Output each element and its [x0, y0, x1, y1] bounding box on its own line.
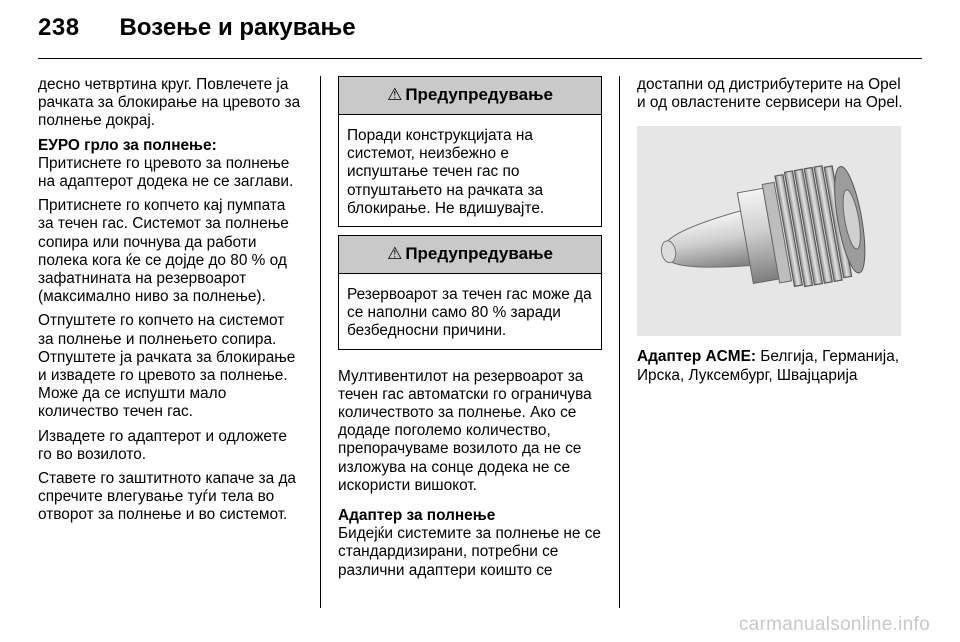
page-header	[38, 14, 356, 42]
paragraph: Притиснете го копчето кај пумпата за течен гас. Системот за полнење сопира или почнува да работи полека кога ќе се дојде до 80 % од зафатнината на резервоарот (максимално ниво за полнење).	[38, 197, 289, 306]
header-rule	[38, 58, 922, 59]
column-divider-1	[320, 76, 321, 608]
chapter-title: Возење и ракување	[119, 14, 356, 41]
paragraph: Бидејќи системите за полнење не се стандардизирани, потребни се различни адаптери коишто се	[338, 525, 601, 579]
figure-caption	[637, 348, 903, 384]
warning-box	[338, 76, 602, 227]
paragraph: десно четвртина круг. Повлечете ја рачката за блокирање на цревото за полнење докрај.	[38, 76, 301, 130]
page-number: 238	[38, 14, 80, 41]
paragraph: Притиснете го цревото за полнење на адаптерот додека не се заглави.	[38, 154, 294, 191]
watermark: carmanualsonline.info	[738, 614, 930, 635]
acme-adapter-icon	[637, 126, 901, 336]
warning-header	[339, 77, 601, 115]
warning-box	[338, 235, 602, 350]
warning-title: Предупредување	[405, 85, 553, 104]
paragraph: Ставете го заштитното капаче за да спречите влегување туѓи тела во отворот за полнење и во системот.	[38, 470, 296, 524]
column-3	[637, 76, 903, 391]
column-1	[38, 76, 304, 531]
warning-triangle-icon: ⚠	[387, 244, 403, 264]
section-heading: Адаптер за полнење	[338, 507, 496, 525]
caption-text: Белгија, Германија, Ирска, Луксембург, Швајцарија	[637, 348, 900, 384]
paragraph: Извадете го адаптерот и одложете го во возилото.	[38, 427, 287, 463]
warning-header	[339, 236, 601, 274]
adapter-illustration	[637, 126, 901, 336]
column-divider-2	[619, 76, 620, 608]
paragraph: достапни од дистрибутерите на Opel и од овластените сервисери на Opel.	[637, 76, 903, 112]
paragraph: Отпуштете го копчето на системот за полнење и полнењето сопира. Отпуштете ја рачката за блокирање и извадете го цревото за полнење. Може да се испушти мало количество течен гас.	[38, 312, 296, 421]
paragraph: Мултивентилот на резервоарот за течен гас автоматски го ограничува количеството за полнење. Ако се додаде поголемо количество, препорачуваме возилото да не се изложува на сонце додека не се искористи вишокот.	[338, 367, 592, 494]
warning-triangle-icon: ⚠	[387, 85, 403, 104]
warning-title: Предупредување	[405, 244, 553, 264]
section-heading: ЕУРО грло за полнење:	[38, 136, 217, 154]
caption-label: Адаптер ACME:	[637, 348, 756, 366]
column-2	[338, 76, 602, 586]
warning-text: Резервоарот за течен гас може да се наполни само 80 % заради безбедносни причини.	[347, 286, 592, 340]
warning-text: Поради конструкцијата на системот, неизбежно е испуштање течен гас по отпуштањето на рачката за блокирање. Не вдишувајте.	[347, 127, 545, 217]
